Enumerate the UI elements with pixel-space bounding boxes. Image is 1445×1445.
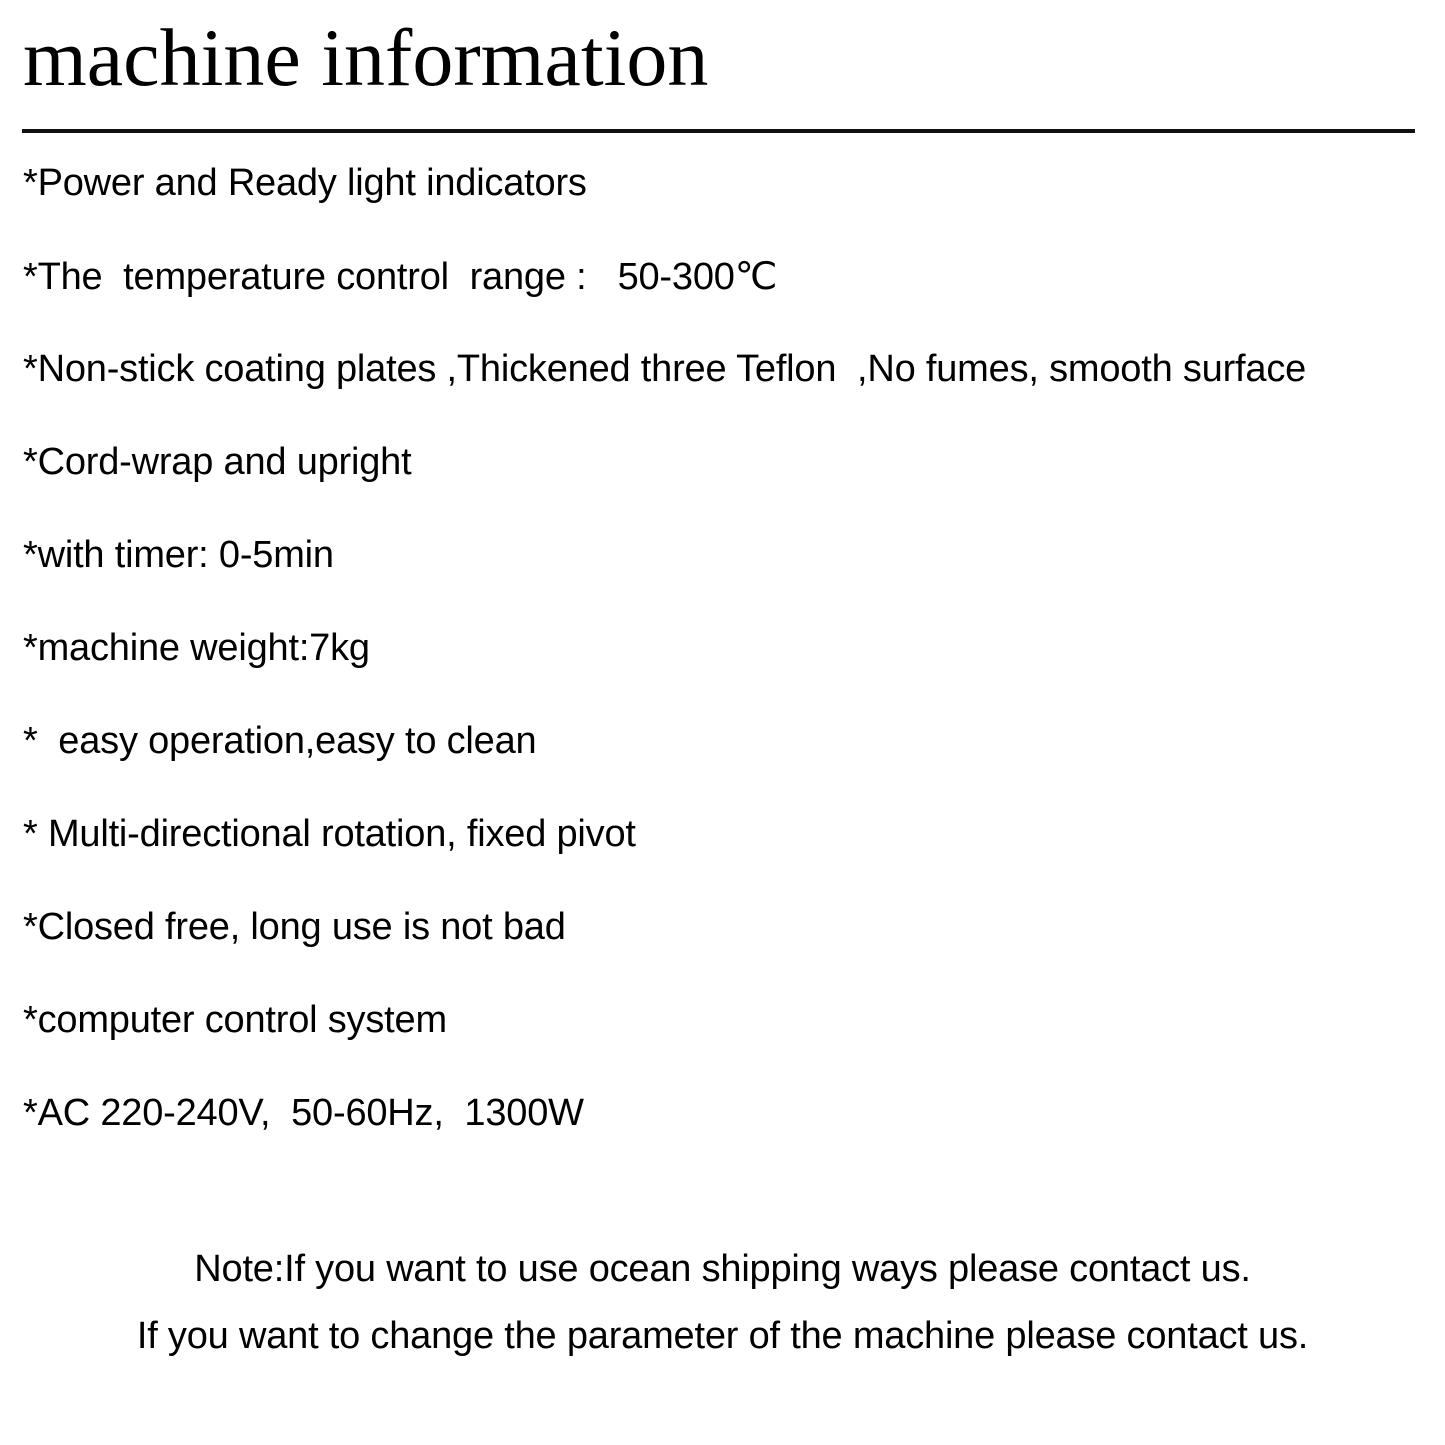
title-underline-divider xyxy=(22,129,1415,133)
feature-item-power-spec: *AC 220-240V, 50-60Hz, 1300W xyxy=(23,1092,584,1134)
feature-item-temperature-range: *The temperature control range : 50-300℃ xyxy=(23,256,778,298)
feature-item-easy-operation: * easy operation,easy to clean xyxy=(23,720,537,762)
feature-item-power-ready-lights: *Power and Ready light indicators xyxy=(23,162,587,204)
feature-list xyxy=(23,137,1445,1160)
feature-item-rotation: * Multi-directional rotation, fixed pivot xyxy=(23,813,636,855)
feature-item-cord-wrap: *Cord-wrap and upright xyxy=(23,441,412,483)
note-block xyxy=(0,1236,1445,1370)
feature-item-computer-control: *computer control system xyxy=(23,999,447,1041)
feature-item-closed-free: *Closed free, long use is not bad xyxy=(23,906,566,948)
note-line-ocean-shipping: Note:If you want to use ocean shipping ways please contact us. xyxy=(194,1248,1251,1290)
note-line-change-parameter: If you want to change the parameter of the machine please contact us. xyxy=(136,1315,1309,1357)
page-title: machine information xyxy=(23,12,709,103)
feature-item-nonstick-plates: *Non-stick coating plates ,Thickened three Teflon ,No fumes, smooth surface xyxy=(23,348,1307,390)
feature-item-weight: *machine weight:7kg xyxy=(23,627,370,669)
feature-item-timer: *with timer: 0-5min xyxy=(23,534,334,576)
